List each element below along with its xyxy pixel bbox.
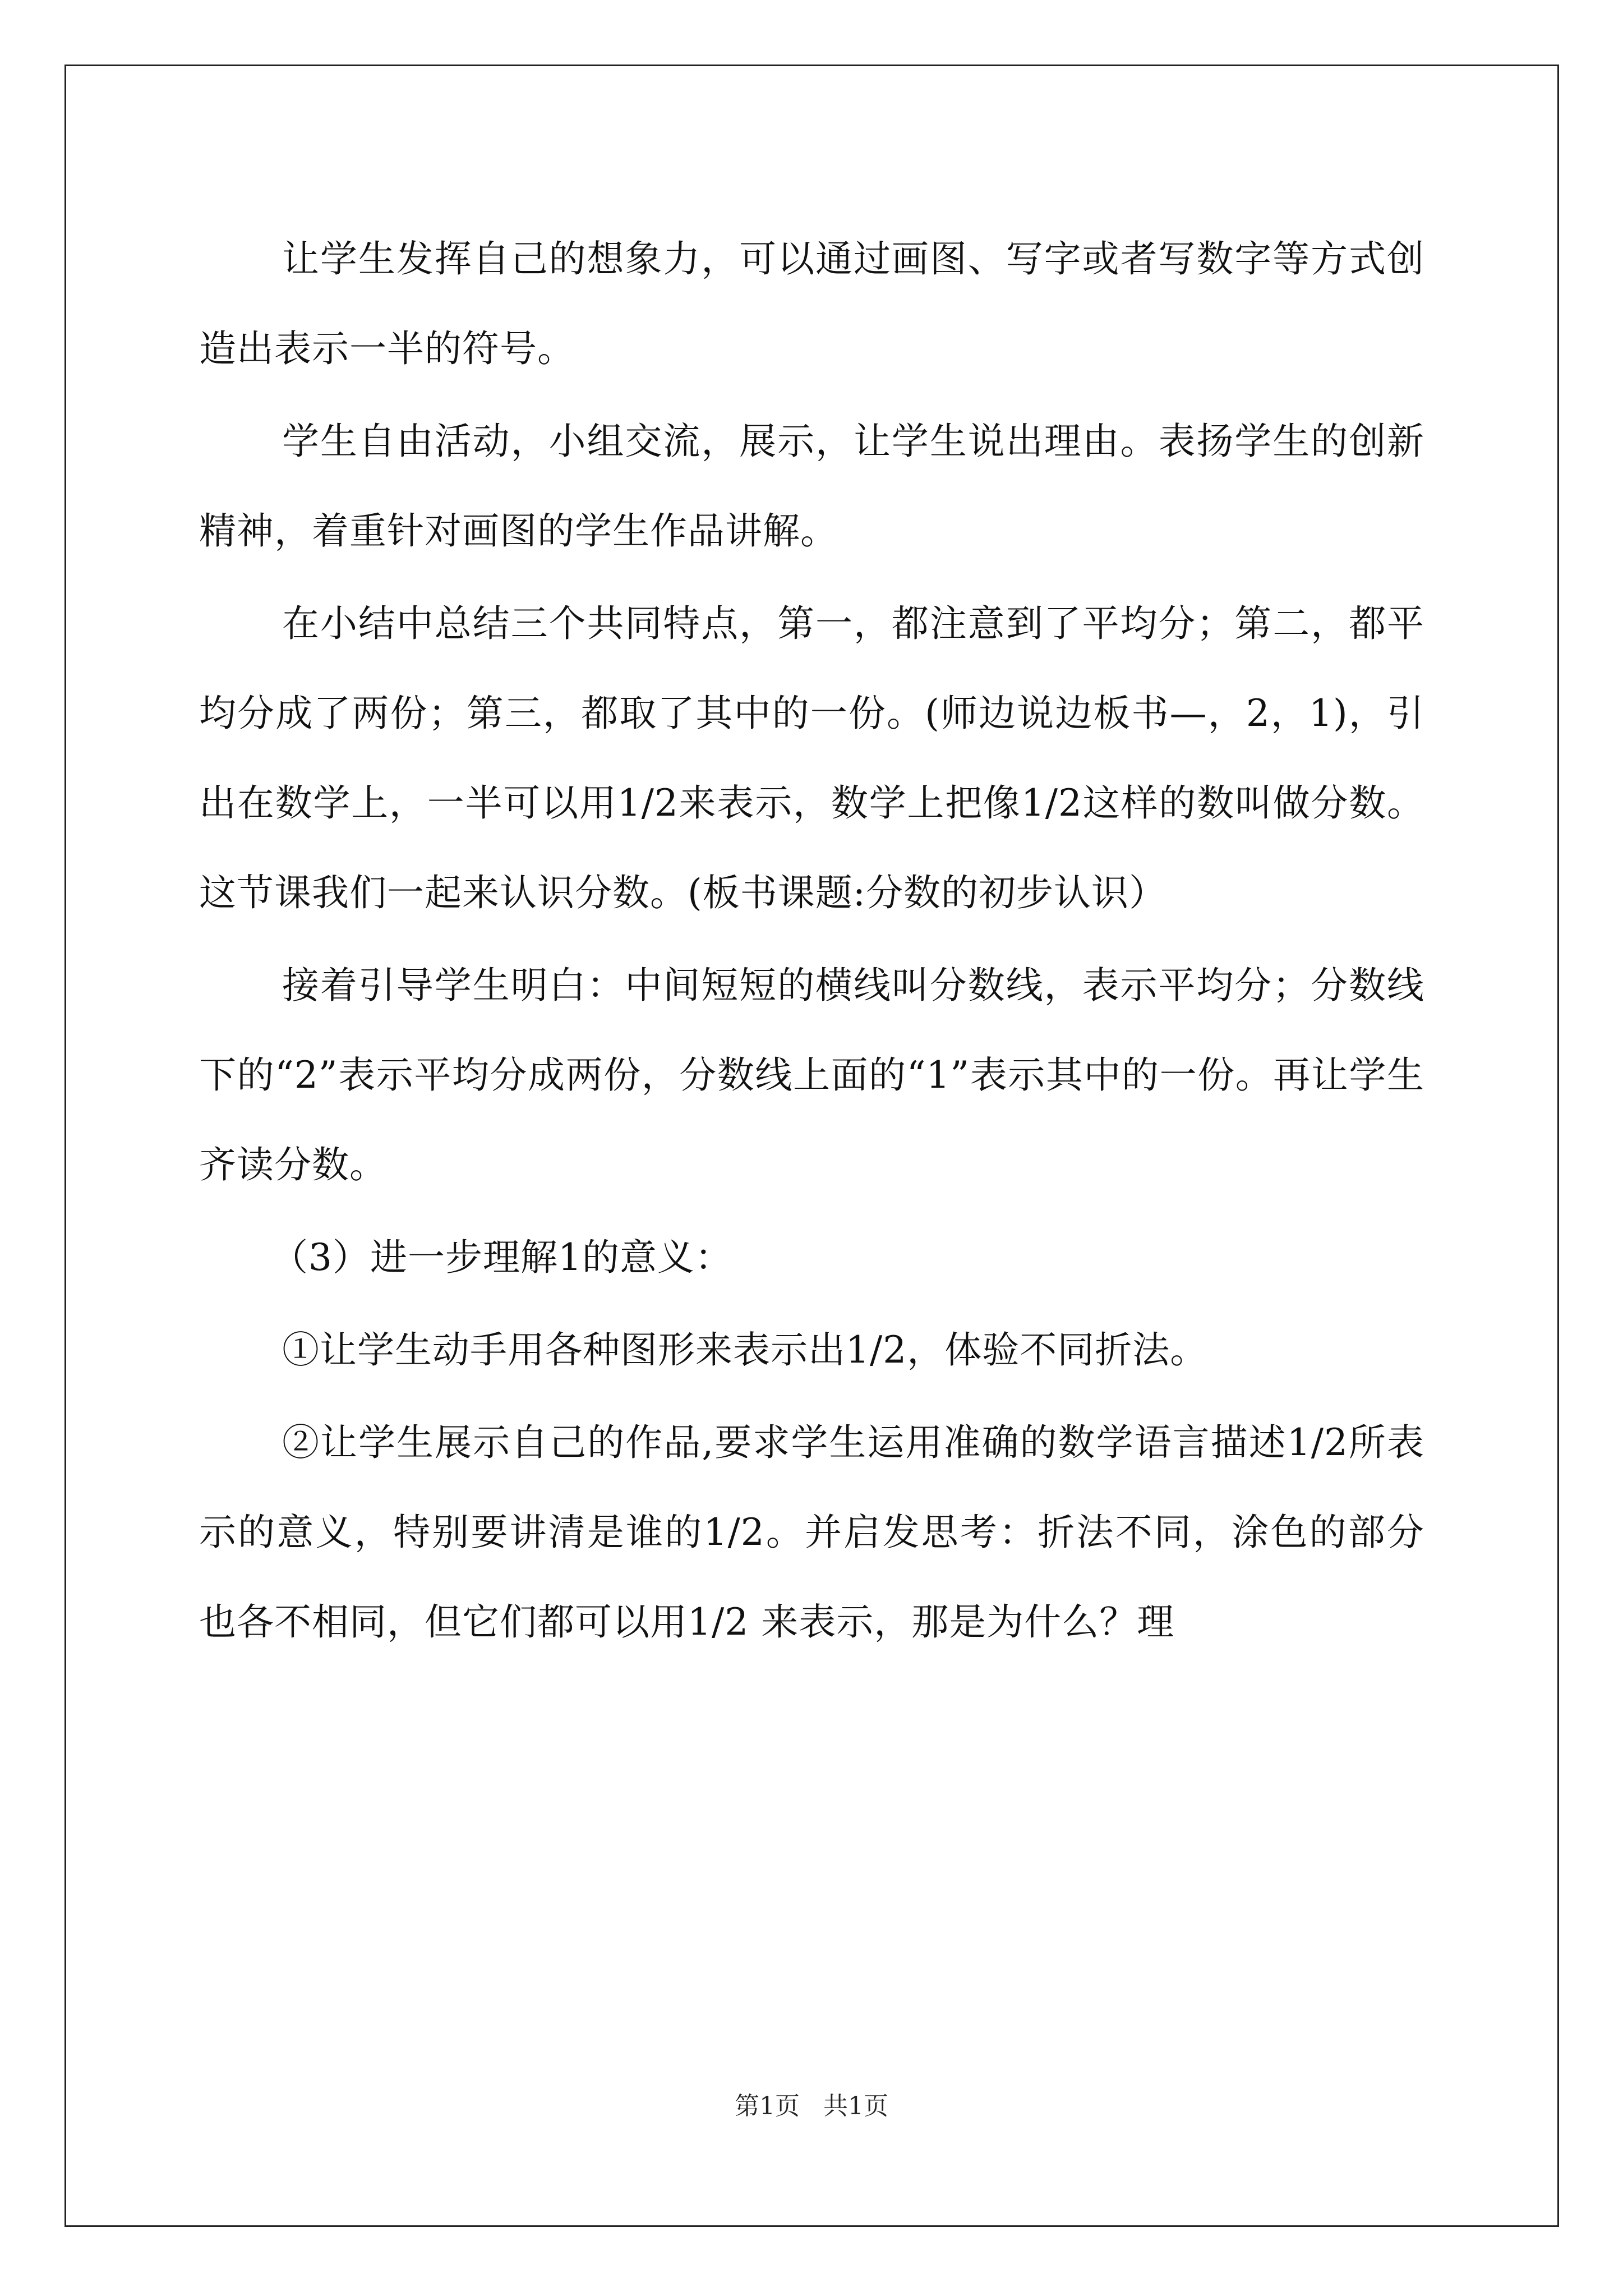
page-footer: [0, 2090, 1623, 2123]
paragraph: ②让学生展示自己的作品,要求学生运用准确的数学语言描述1/2所表示的意义，特别要讲清是谁的1/2。并启发思考：折法不同，涂色的部分也各不相同，但它们都可以用1/2 来表示，那是为什么？理: [199, 1421, 1424, 1644]
paragraph: 学生自由活动，小组交流，展示，让学生说出理由。表扬学生的创新精神，着重针对画图的学生作品讲解。: [199, 420, 1424, 553]
paragraph: 在小结中总结三个共同特点，第一，都注意到了平均分；第二，都平均分成了两份；第三，都取了其中的一份。(师边说边板书—，2，1)，引出在数学上，一半可以用1/2来表示，数学上把像1/2这样的数叫做分数。这节课我们一起来认识分数。(板书课题:分数的初步认识）: [199, 602, 1424, 914]
paragraph: 让学生发挥自己的想象力，可以通过画图、写字或者写数字等方式创造出表示一半的符号。: [199, 237, 1424, 370]
paragraph: （3）进一步理解1的意义：: [271, 1236, 732, 1279]
paragraph: 接着引导学生明白：中间短短的横线叫分数线，表示平均分；分数线下的“2”表示平均分成两份，分数线上面的“1”表示其中的一份。再让学生齐读分数。: [199, 964, 1424, 1186]
paragraph: ①让学生动手用各种图形来表示出1/2，体验不同折法。: [282, 1328, 1208, 1372]
document-body: [199, 214, 1424, 1670]
page-number: 第1页: [735, 2092, 800, 2120]
page-total: 共1页: [823, 2092, 888, 2120]
